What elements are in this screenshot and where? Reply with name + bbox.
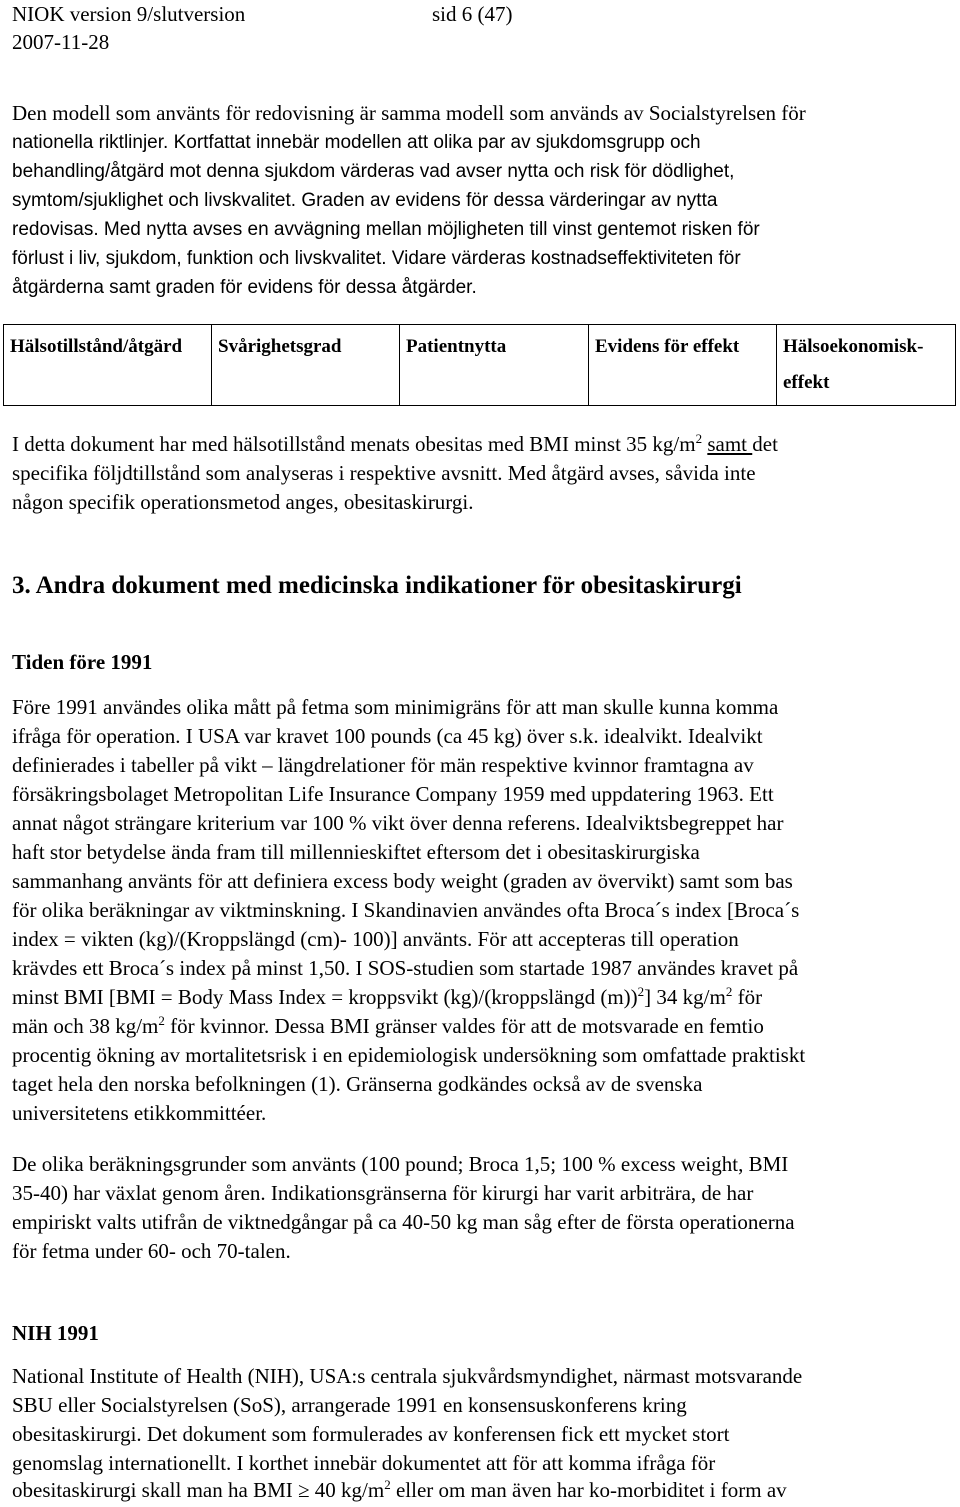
body-line: ifråga för operation. I USA var kravet 100 pounds (ca 45 kg) över s.k. idealvikt. Idealvikt — [12, 724, 763, 748]
section-title: Andra dokument med medicinska indikationer för obesitaskirurgi — [35, 572, 742, 599]
intro-line: behandling/åtgärd mot denna sjukdom värderas vad avser nytta och risk för dödlighet, — [12, 161, 735, 182]
definition-line: någon specifik operationsmetod anges, obesitaskirurgi. — [12, 490, 474, 514]
superscript: 2 — [725, 984, 733, 999]
body-line: definierades i tabeller på vikt – längdrelationer för män respektive kvinnor framtagna av — [12, 753, 754, 777]
greater-equal-symbol: ≥ — [298, 1478, 310, 1502]
body-line: 35-40) har växlat genom åren. Indikationsgränserna för kirurgi har varit arbiträra, de har — [12, 1181, 754, 1205]
body-line — [12, 1012, 764, 1041]
definition-text: I detta dokument har med hälsotillstånd menats obesitas med BMI minst 35 kg/m — [12, 432, 696, 456]
body-text: ] 34 kg/m — [644, 985, 726, 1009]
body-line: genomslag internationellt. I korthet innebär dokumentet att för att komma ifråga för — [12, 1451, 716, 1475]
definition-line — [12, 430, 778, 459]
table-header-cell: Svårighetsgrad — [212, 325, 400, 406]
body-line: annat något strängare kriterium var 100 % vikt över denna referens. Idealviktsbegreppet har — [12, 811, 784, 835]
header-page-label: sid 6 (47) — [432, 2, 513, 26]
body-text: män och 38 kg/m — [12, 1014, 159, 1038]
body-line — [12, 983, 762, 1012]
body-line: försäkringsbolaget Metropolitan Life Insurance Company 1959 med uppdatering 1963. Ett — [12, 782, 774, 806]
body-text: obesitaskirurgi skall man ha BMI — [12, 1478, 298, 1502]
table-header-cell: Patientnytta — [400, 325, 589, 406]
body-line: universitetens etikkommittéer. — [12, 1101, 267, 1125]
section-heading — [12, 572, 742, 600]
body-line: procentig ökning av mortalitetsrisk i en epidemiologisk undersökning som omfattade praktiskt — [12, 1043, 806, 1067]
subsection-heading: NIH 1991 — [12, 1321, 99, 1345]
definition-text: det — [752, 432, 778, 456]
body-line: index = vikten (kg)/(Kroppslängd (cm)- 100)] använts. För att accepteras till operation — [12, 927, 739, 951]
body-line: haft stor betydelse ända fram till millennieskiftet eftersom det i obesitaskirurgiska — [12, 840, 700, 864]
superscript: 2 — [637, 984, 645, 999]
body-line: SBU eller Socialstyrelsen (SoS), arrangerade 1991 en konsensuskonferens kring — [12, 1393, 687, 1417]
body-line: empiriskt valts utifrån de viktnedgångar på ca 40-50 kg man såg efter de första operationerna — [12, 1210, 795, 1234]
body-line: taget hela den norska befolkningen (1). Gränserna godkändes också av de svenska — [12, 1072, 703, 1096]
table-header-line: effekt — [783, 372, 830, 393]
body-line: De olika beräkningsgrunder som använts (100 pound; Broca 1,5; 100 % excess weight, BMI — [12, 1152, 789, 1176]
superscript: 2 — [158, 1013, 165, 1028]
body-line: krävdes ett Broca´s index på minst 1,50. I SOS-studien som startade 1987 användes kravet på — [12, 956, 799, 980]
underlined-text: samt — [707, 432, 753, 456]
intro-line: nationella riktlinjer. Kortfattat innebär modellen att olika par av sjukdomsgrupp och — [12, 132, 701, 153]
body-line: för fetma under 60- och 70-talen. — [12, 1239, 291, 1263]
intro-line: Den modell som använts för redovisning är samma modell som används av Socialstyrelsen för — [12, 101, 806, 125]
header-doc-title: NIOK version 9/slutversion — [12, 2, 246, 26]
table-header-cell — [777, 325, 956, 406]
body-text: för — [732, 985, 763, 1009]
intro-line: förlust i liv, sjukdom, funktion och livskvalitet. Vidare värderas kostnadseffektiviteten för — [12, 248, 741, 269]
subsection-heading: Tiden före 1991 — [12, 650, 153, 674]
body-line: Före 1991 användes olika mått på fetma som minimigräns för att man skulle kunna komma — [12, 695, 779, 719]
superscript: 2 — [384, 1477, 391, 1492]
table-header-cell: Hälsotillstånd/åtgärd — [4, 325, 212, 406]
intro-line: åtgärderna samt graden för evidens för dessa åtgärder. — [12, 277, 477, 298]
intro-line: redovisas. Med nytta avses en avvägning mellan möjligheten till vinst gentemot risken för — [12, 219, 760, 240]
table-header-row — [4, 325, 956, 406]
body-line: obesitaskirurgi. Det dokument som formulerades av konferensen fick ett mycket stort — [12, 1422, 730, 1446]
evidence-model-table — [3, 324, 956, 406]
header-date: 2007-11-28 — [12, 30, 110, 54]
table-header-cell: Evidens för effekt — [589, 325, 777, 406]
section-number: 3. — [12, 572, 31, 599]
body-text: 40 kg/m — [309, 1478, 385, 1502]
body-line: för olika beräkningar av viktminskning. I Skandinavien användes ofta Broca´s index [Broca´s — [12, 898, 800, 922]
body-line — [12, 1476, 787, 1505]
body-text: för kvinnor. Dessa BMI gränser valdes för att de motsvarade en femtio — [164, 1014, 764, 1038]
table-header-line: Hälsoekonomisk- — [783, 336, 924, 357]
definition-line: specifika följdtillstånd som analyseras i respektive avsnitt. Med åtgärd avses, såvida inte — [12, 461, 756, 485]
body-line: National Institute of Health (NIH), USA:s centrala sjukvårdsmyndighet, närmast motsvarande — [12, 1364, 803, 1388]
intro-line: symtom/sjuklighet och livskvalitet. Graden av evidens för dessa värderingar av nytta — [12, 190, 718, 211]
superscript: 2 — [695, 431, 703, 446]
body-text: minst BMI [BMI = Body Mass Index = kroppsvikt (kg)/(kroppslängd (m)) — [12, 985, 638, 1009]
body-text: eller om man även har ko-morbiditet i form av — [390, 1478, 787, 1502]
body-line: sammanhang använts för att definiera excess body weight (graden av övervikt) samt som bas — [12, 869, 793, 893]
